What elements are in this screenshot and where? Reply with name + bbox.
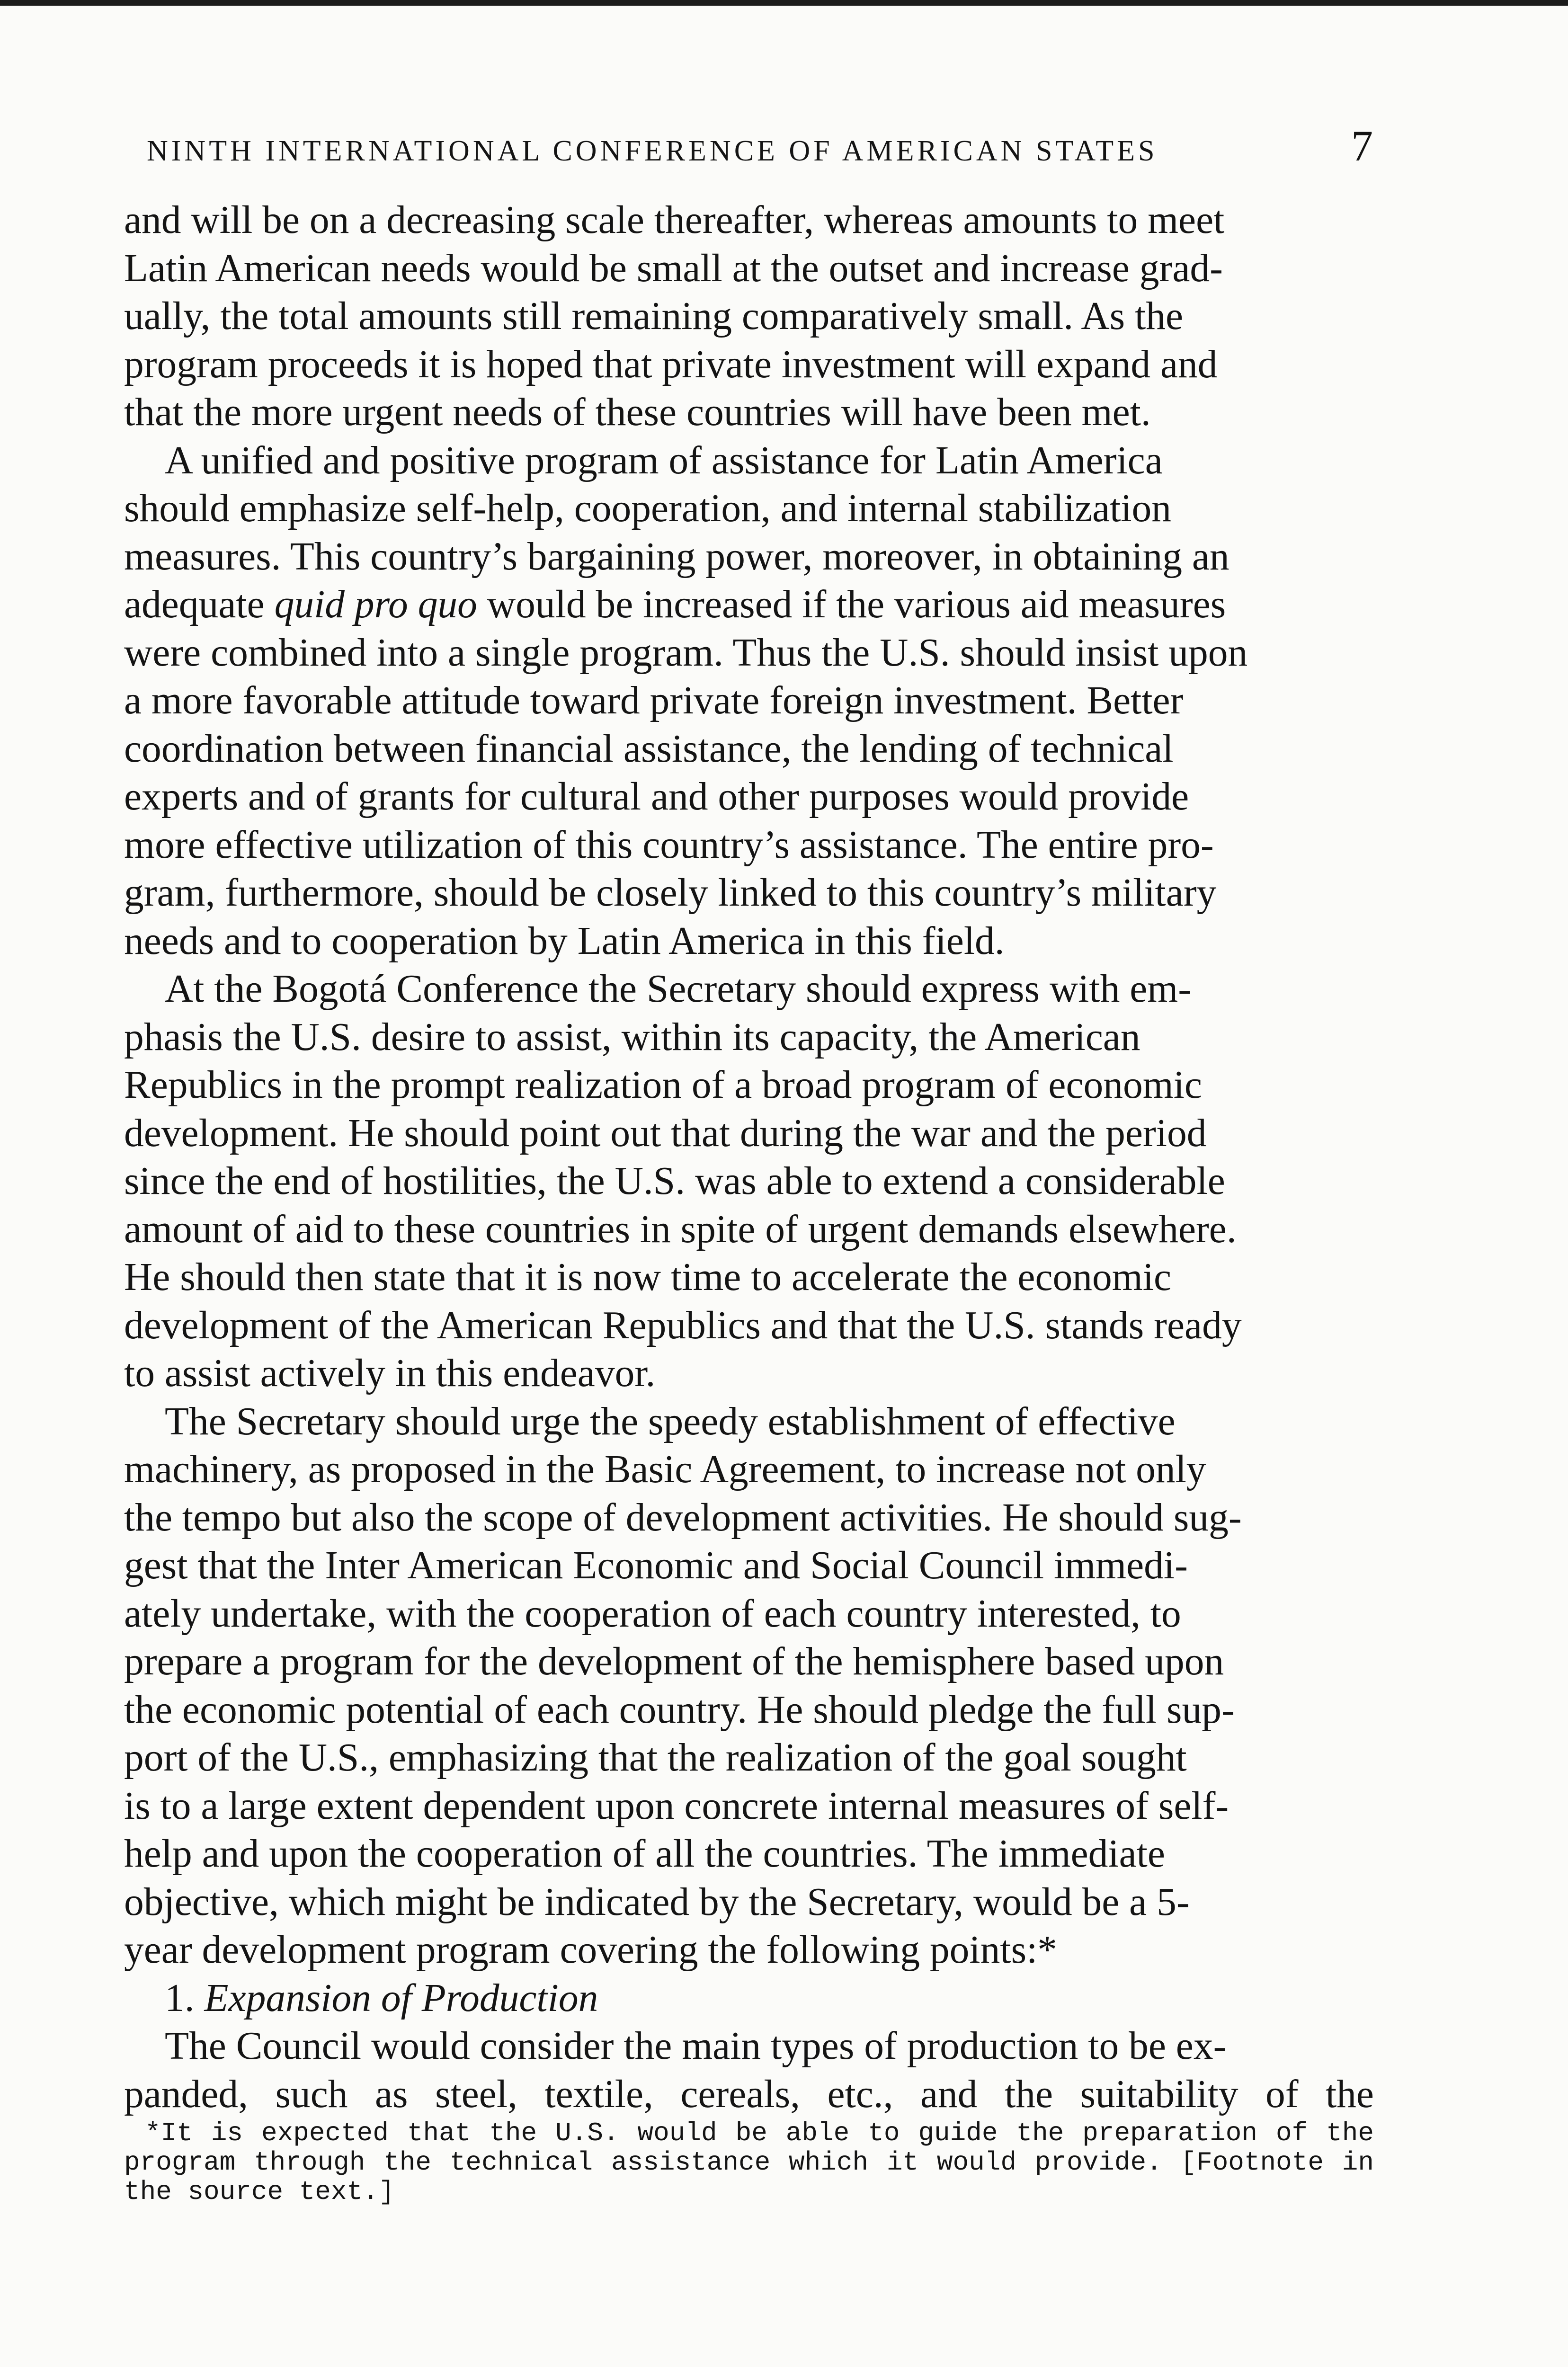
text-line: objective, which might be indicated by the Secretary, would be a 5- (124, 1880, 1190, 1924)
text-line: program proceeds it is hoped that private investment will expand and (124, 342, 1218, 386)
text-line: coordination between financial assistance, the lending of technical (124, 727, 1174, 771)
paragraph-5 (124, 2022, 1374, 2118)
text-line: ately undertake, with the cooperation of each country interested, to (124, 1592, 1181, 1636)
text-line: port of the U.S., emphasizing that the realization of the goal sought (124, 1736, 1187, 1780)
text-line: needs and to cooperation by Latin America in this field. (124, 919, 1005, 963)
text-line: amount of aid to these countries in spite of urgent demands elsewhere. (124, 1207, 1237, 1251)
text-line: He should then state that it is now time to accelerate the economic (124, 1255, 1172, 1299)
running-title: NINTH INTERNATIONAL CONFERENCE OF AMERICAN STATES (147, 135, 1158, 167)
text-line: the economic potential of each country. He should pledge the full sup- (124, 1688, 1235, 1732)
text-line-mixed (124, 581, 1374, 629)
text-line: help and upon the cooperation of all the countries. The immediate (124, 1832, 1165, 1876)
page-number: 7 (1351, 122, 1373, 170)
text-line: machinery, as proposed in the Basic Agreement, to increase not only (124, 1448, 1206, 1491)
text-line: The Secretary should urge the speedy establishment of effective (165, 1399, 1176, 1443)
footnote-line: the source text.] (124, 2177, 395, 2207)
text-line: were combined into a single program. Thus the U.S. should insist upon (124, 631, 1248, 675)
text-line: and will be on a decreasing scale thereafter, whereas amounts to meet (124, 198, 1225, 242)
paragraph-1 (124, 196, 1374, 437)
top-edge-rule (0, 0, 1568, 6)
italic-phrase: quid pro quo (274, 583, 477, 626)
text-line: Latin American needs would be small at the outset and increase grad- (124, 246, 1223, 290)
text-line: a more favorable attitude toward private foreign investment. Better (124, 679, 1184, 722)
text-run: adequate (124, 583, 275, 626)
text-line: measures. This country’s bargaining power, moreover, in obtaining an (124, 534, 1229, 578)
text-line: to assist actively in this endeavor. (124, 1352, 656, 1395)
section-title: Expansion of Production (204, 1976, 598, 2020)
text-line: The Council would consider the main types of production to be ex- (165, 2024, 1227, 2068)
text-line: panded, such as steel, textile, cereals, etc., and the suitability of the (124, 2072, 1374, 2116)
paragraph-3 (124, 965, 1374, 1398)
text-line: phasis the U.S. desire to assist, within its capacity, the American (124, 1015, 1140, 1059)
text-line: is to a large extent dependent upon concrete internal measures of self- (124, 1784, 1229, 1828)
text-line: experts and of grants for cultural and other purposes would provide (124, 775, 1189, 819)
footnote (124, 2118, 1374, 2207)
text-line: gest that the Inter American Economic and Social Council immedi- (124, 1544, 1188, 1587)
text-line: development. He should point out that during the war and the period (124, 1111, 1207, 1155)
text-line: year development program covering the following points:* (124, 1928, 1058, 1972)
text-line: development of the American Republics and that the U.S. stands ready (124, 1303, 1242, 1347)
text-line: that the more urgent needs of these countries will have been met. (124, 391, 1151, 434)
text-line: prepare a program for the development of the hemisphere based upon (124, 1640, 1224, 1683)
footnote-line: program through the technical assistance which it would provide. [Footnote in (124, 2147, 1374, 2178)
footnote-line: *It is expected that the U.S. would be able to guide the preparation of the (145, 2118, 1374, 2148)
text-line: At the Bogotá Conference the Secretary should express with em- (165, 967, 1192, 1011)
paragraph-4 (124, 1398, 1374, 1975)
paragraph-2 (124, 437, 1374, 966)
text-run: would be increased if the various aid measures (477, 583, 1226, 626)
text-line: since the end of hostilities, the U.S. was able to extend a considerable (124, 1159, 1225, 1203)
text-line: should emphasize self-help, cooperation, and internal stabilization (124, 487, 1172, 530)
section-number: 1. (165, 1976, 195, 2020)
body-text (124, 196, 1374, 2118)
running-header (147, 121, 1373, 171)
text-line: more effective utilization of this country’s assistance. The entire pro- (124, 823, 1214, 867)
text-line: A unified and positive program of assistance for Latin America (165, 438, 1163, 482)
section-heading (124, 1975, 1374, 2023)
text-line: gram, furthermore, should be closely linked to this country’s military (124, 871, 1217, 915)
text-line: the tempo but also the scope of development activities. He should sug- (124, 1495, 1242, 1539)
text-line: ually, the total amounts still remaining comparatively small. As the (124, 294, 1184, 338)
text-line: Republics in the prompt realization of a broad program of economic (124, 1063, 1202, 1107)
